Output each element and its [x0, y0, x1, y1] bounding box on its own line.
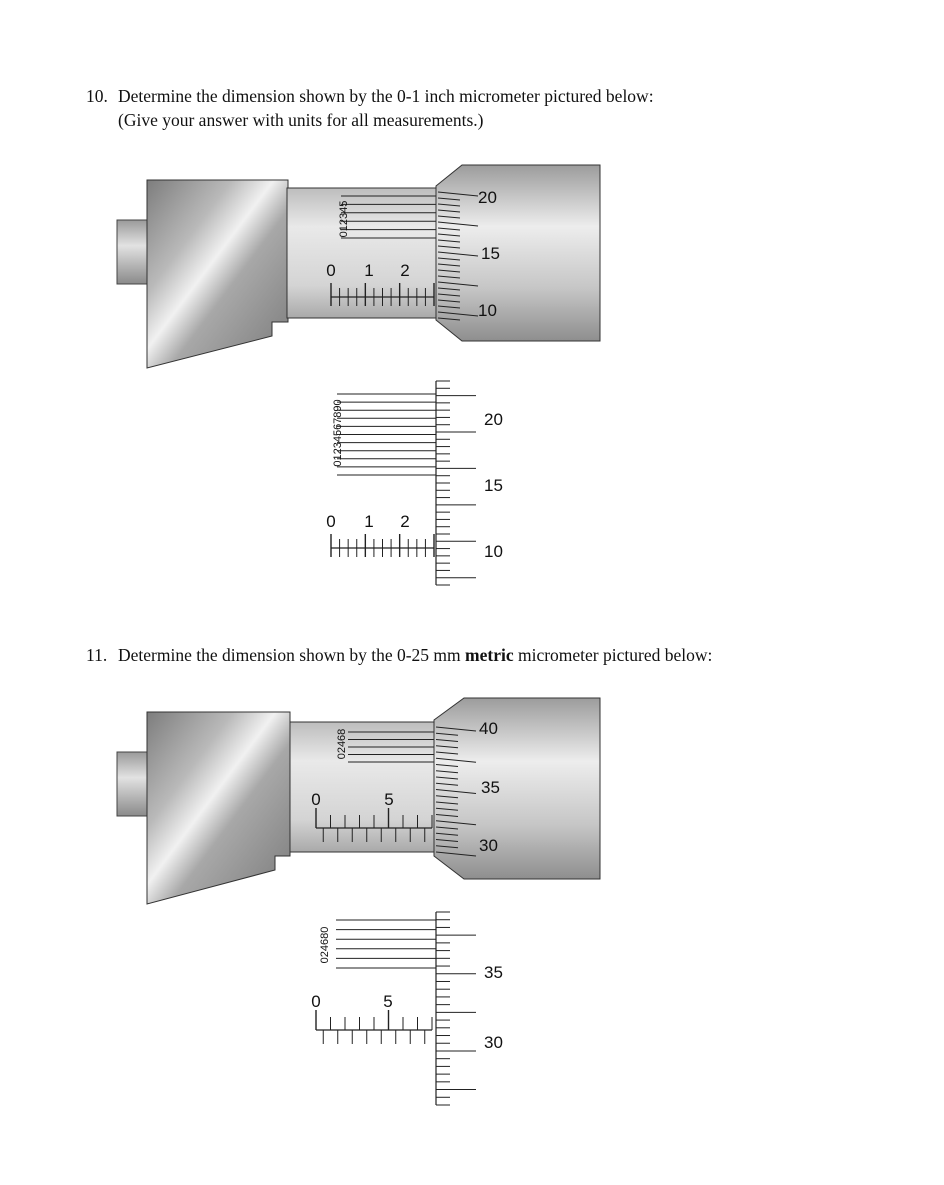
question-text-after: micrometer pictured below: [517, 645, 713, 665]
diagram-vernier-label: 01234567890 [332, 399, 344, 467]
metric-micrometer-diagram [311, 912, 503, 1105]
diagram-vernier-lines [336, 920, 436, 968]
question-number: 11. [86, 645, 108, 665]
sleeve [290, 722, 438, 852]
diagram-thimble-number-30: 30 [484, 1033, 503, 1052]
sleeve [287, 188, 439, 318]
thimble-number-40: 40 [479, 719, 498, 738]
thimble-number-15: 15 [481, 244, 500, 263]
diagram-thimble-number-10: 10 [484, 542, 503, 561]
anvil-spindle [117, 220, 149, 284]
diagram-vernier-lines [337, 394, 436, 475]
metric-micrometer-photo [117, 698, 600, 904]
question-subtext: (Give your answer with units for all measurements.) [118, 110, 484, 130]
diagram-sleeve-scale [316, 1010, 432, 1044]
thimble-number-30: 30 [479, 836, 498, 855]
diagram-sleeve-number-5: 5 [383, 992, 393, 1011]
sleeve-number-1: 1 [364, 261, 374, 280]
sleeve-number-5: 5 [384, 790, 394, 809]
question-text-before: Determine the dimension shown by the 0-25 mm [118, 645, 461, 665]
thimble-number-35: 35 [481, 778, 500, 797]
sleeve-number-0: 0 [326, 261, 336, 280]
diagram-sleeve-scale [331, 534, 434, 557]
sleeve-number-0: 0 [311, 790, 321, 809]
diagram-thimble-scale [436, 912, 476, 1105]
diagram-thimble-scale [436, 381, 476, 585]
diagram-sleeve-number-0: 0 [311, 992, 321, 1011]
question-number: 10. [86, 86, 108, 106]
diagram-vernier-label: 024680 [319, 926, 331, 964]
diagram-sleeve-number-2: 2 [400, 512, 410, 531]
diagram-thimble-number-35: 35 [484, 963, 503, 982]
vernier-label: 012345 [338, 200, 350, 238]
anvil-spindle [117, 752, 149, 816]
thimble-number-20: 20 [478, 188, 497, 207]
diagram-sleeve-number-1: 1 [364, 512, 374, 531]
question-text: Determine the dimension shown by the 0-1 inch micrometer pictured below: [118, 86, 654, 106]
frame [147, 180, 288, 368]
diagram-thimble-number-15: 15 [484, 476, 503, 495]
thimble-number-10: 10 [478, 301, 497, 320]
inch-micrometer-diagram [326, 381, 503, 585]
sleeve-number-2: 2 [400, 261, 410, 280]
diagram-thimble-number-20: 20 [484, 410, 503, 429]
thimble [434, 698, 600, 879]
frame [147, 712, 290, 904]
diagram-sleeve-number-0: 0 [326, 512, 336, 531]
question-text-bold: metric [465, 645, 514, 665]
inch-micrometer-photo [117, 165, 600, 368]
vernier-label: 02468 [336, 728, 348, 760]
